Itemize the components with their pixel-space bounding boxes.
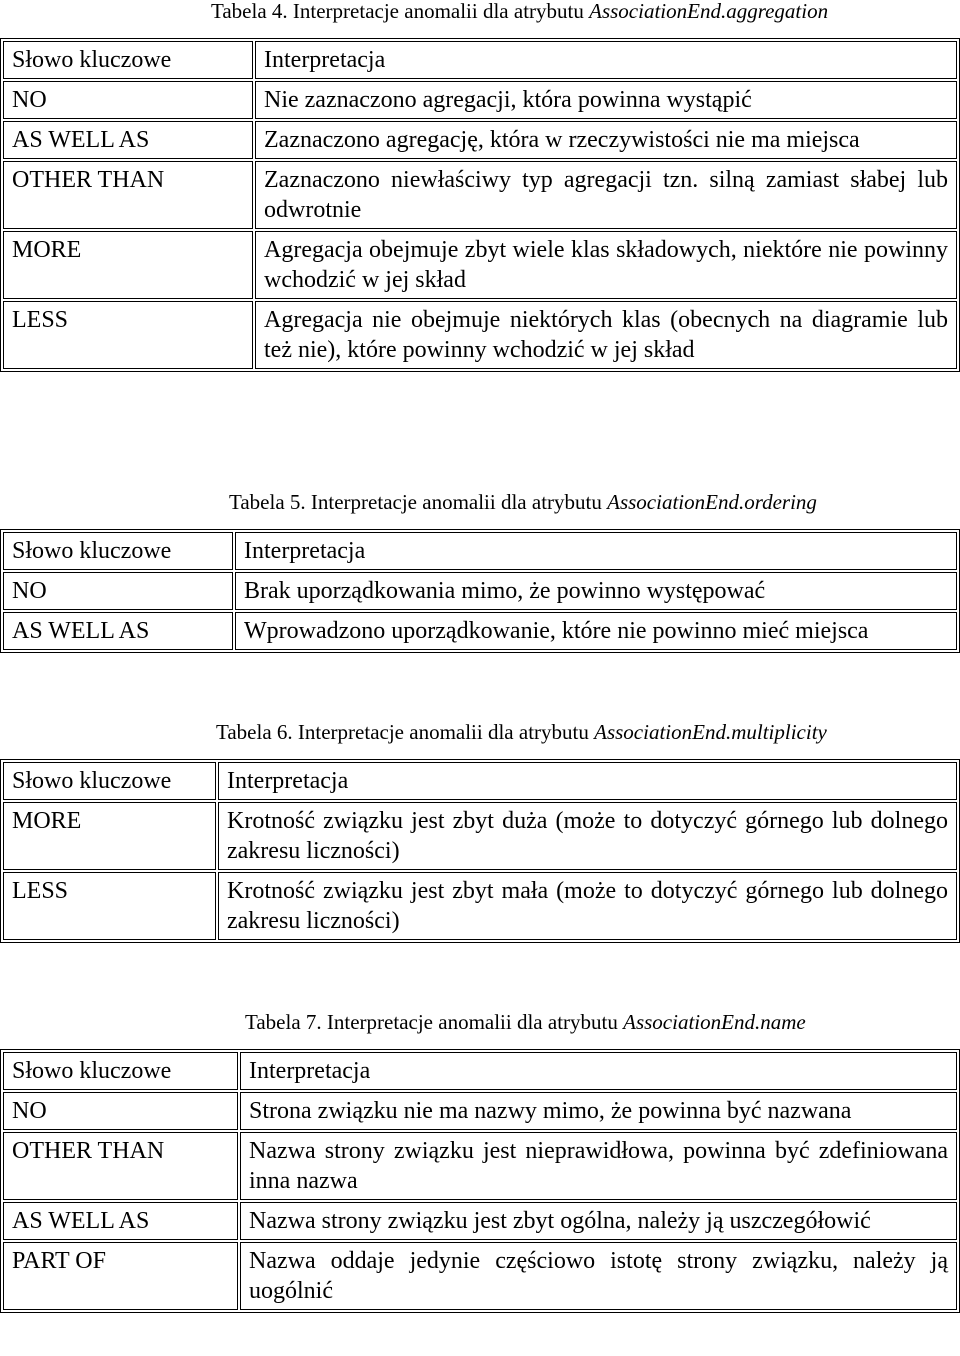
- table5-row-key: NO: [3, 572, 233, 610]
- table-row: [3, 1132, 957, 1200]
- table4-caption: [211, 0, 828, 23]
- table-row: [3, 802, 957, 870]
- table6-row-key: MORE: [3, 802, 216, 870]
- table5-caption-prefix: Tabela 5. Interpretacje anomalii dla atrybutu: [229, 490, 608, 514]
- table5-header-key: Słowo kluczowe: [3, 532, 233, 570]
- table4-header-interp: Interpretacja: [255, 41, 957, 79]
- table4-row-interp: Zaznaczono niewłaściwy typ agregacji tzn. silną zamiast słabej lub odwrotnie: [255, 161, 957, 229]
- table6-row-key: LESS: [3, 872, 216, 940]
- table7-row-interp: Nazwa strony związku jest nieprawidłowa, powinna być zdefiniowana inna nazwa: [240, 1132, 957, 1200]
- table6-caption-attr: AssociationEnd.multiplicity: [594, 720, 827, 744]
- table-row: [3, 1092, 957, 1130]
- table-row: [3, 612, 957, 650]
- table7-header-interp: Interpretacja: [240, 1052, 957, 1090]
- table6-caption: [216, 720, 827, 744]
- table7-caption-attr: AssociationEnd.name: [623, 1010, 806, 1034]
- table7-caption-prefix: Tabela 7. Interpretacje anomalii dla atrybutu: [245, 1010, 624, 1034]
- table4-row-interp: Agregacja nie obejmuje niektórych klas (obecnych na diagramie lub też nie), które powinny wchodzić w jej skład: [255, 301, 957, 369]
- table5-caption-attr: AssociationEnd.ordering: [607, 490, 817, 514]
- table4-row-interp: Agregacja obejmuje zbyt wiele klas składowych, niektóre nie powinny wchodzić w jej skład: [255, 231, 957, 299]
- table4-row-key: OTHER THAN: [3, 161, 253, 229]
- table4-caption-prefix: Tabela 4. Interpretacje anomalii dla atrybutu: [211, 0, 590, 23]
- table4-row-key: NO: [3, 81, 253, 119]
- table-row: [3, 161, 957, 229]
- table4-caption-attr: AssociationEnd.aggregation: [589, 0, 829, 23]
- table5-row-key: AS WELL AS: [3, 612, 233, 650]
- table7-row-key: PART OF: [3, 1242, 238, 1310]
- table-row: [3, 872, 957, 940]
- table-row: [3, 572, 957, 610]
- table4-row-interp: Nie zaznaczono agregacji, która powinna wystąpić: [255, 81, 957, 119]
- table4-header-key: Słowo kluczowe: [3, 41, 253, 79]
- table6-caption-prefix: Tabela 6. Interpretacje anomalii dla atrybutu: [216, 720, 595, 744]
- table7-header-key: Słowo kluczowe: [3, 1052, 238, 1090]
- table5-row-interp: Wprowadzono uporządkowanie, które nie powinno mieć miejsca: [235, 612, 957, 650]
- table7-row-interp: Nazwa oddaje jedynie częściowo istotę strony związku, należy ją uogólnić: [240, 1242, 957, 1310]
- table-row: [3, 1242, 957, 1310]
- table7-row-key: AS WELL AS: [3, 1202, 238, 1240]
- table-row: [3, 231, 957, 299]
- table4: [0, 38, 960, 372]
- table4-row-key: AS WELL AS: [3, 121, 253, 159]
- table6-header-key: Słowo kluczowe: [3, 762, 216, 800]
- table7-header-row: [3, 1052, 957, 1090]
- table7-row-key: NO: [3, 1092, 238, 1130]
- table5-header-interp: Interpretacja: [235, 532, 957, 570]
- table7: [0, 1049, 960, 1313]
- table-row: [3, 121, 957, 159]
- table6-header-row: [3, 762, 957, 800]
- table5-caption: [229, 490, 817, 514]
- table4-row-interp: Zaznaczono agregację, która w rzeczywistości nie ma miejsca: [255, 121, 957, 159]
- table6-row-interp: Krotność związku jest zbyt duża (może to dotyczyć górnego lub dolnego zakresu liczności): [218, 802, 957, 870]
- table6-header-interp: Interpretacja: [218, 762, 957, 800]
- table-row: [3, 1202, 957, 1240]
- table7-caption: [245, 1010, 806, 1034]
- table7-row-key: OTHER THAN: [3, 1132, 238, 1200]
- table4-row-key: MORE: [3, 231, 253, 299]
- table7-row-interp: Nazwa strony związku jest zbyt ogólna, należy ją uszczegółowić: [240, 1202, 957, 1240]
- table4-row-key: LESS: [3, 301, 253, 369]
- table6: [0, 759, 960, 943]
- table-row: [3, 81, 957, 119]
- table7-row-interp: Strona związku nie ma nazwy mimo, że powinna być nazwana: [240, 1092, 957, 1130]
- table6-row-interp: Krotność związku jest zbyt mała (może to dotyczyć górnego lub dolnego zakresu liczności): [218, 872, 957, 940]
- table5: [0, 529, 960, 653]
- table5-row-interp: Brak uporządkowania mimo, że powinno występować: [235, 572, 957, 610]
- table-row: [3, 301, 957, 369]
- table4-header-row: [3, 41, 957, 79]
- table5-header-row: [3, 532, 957, 570]
